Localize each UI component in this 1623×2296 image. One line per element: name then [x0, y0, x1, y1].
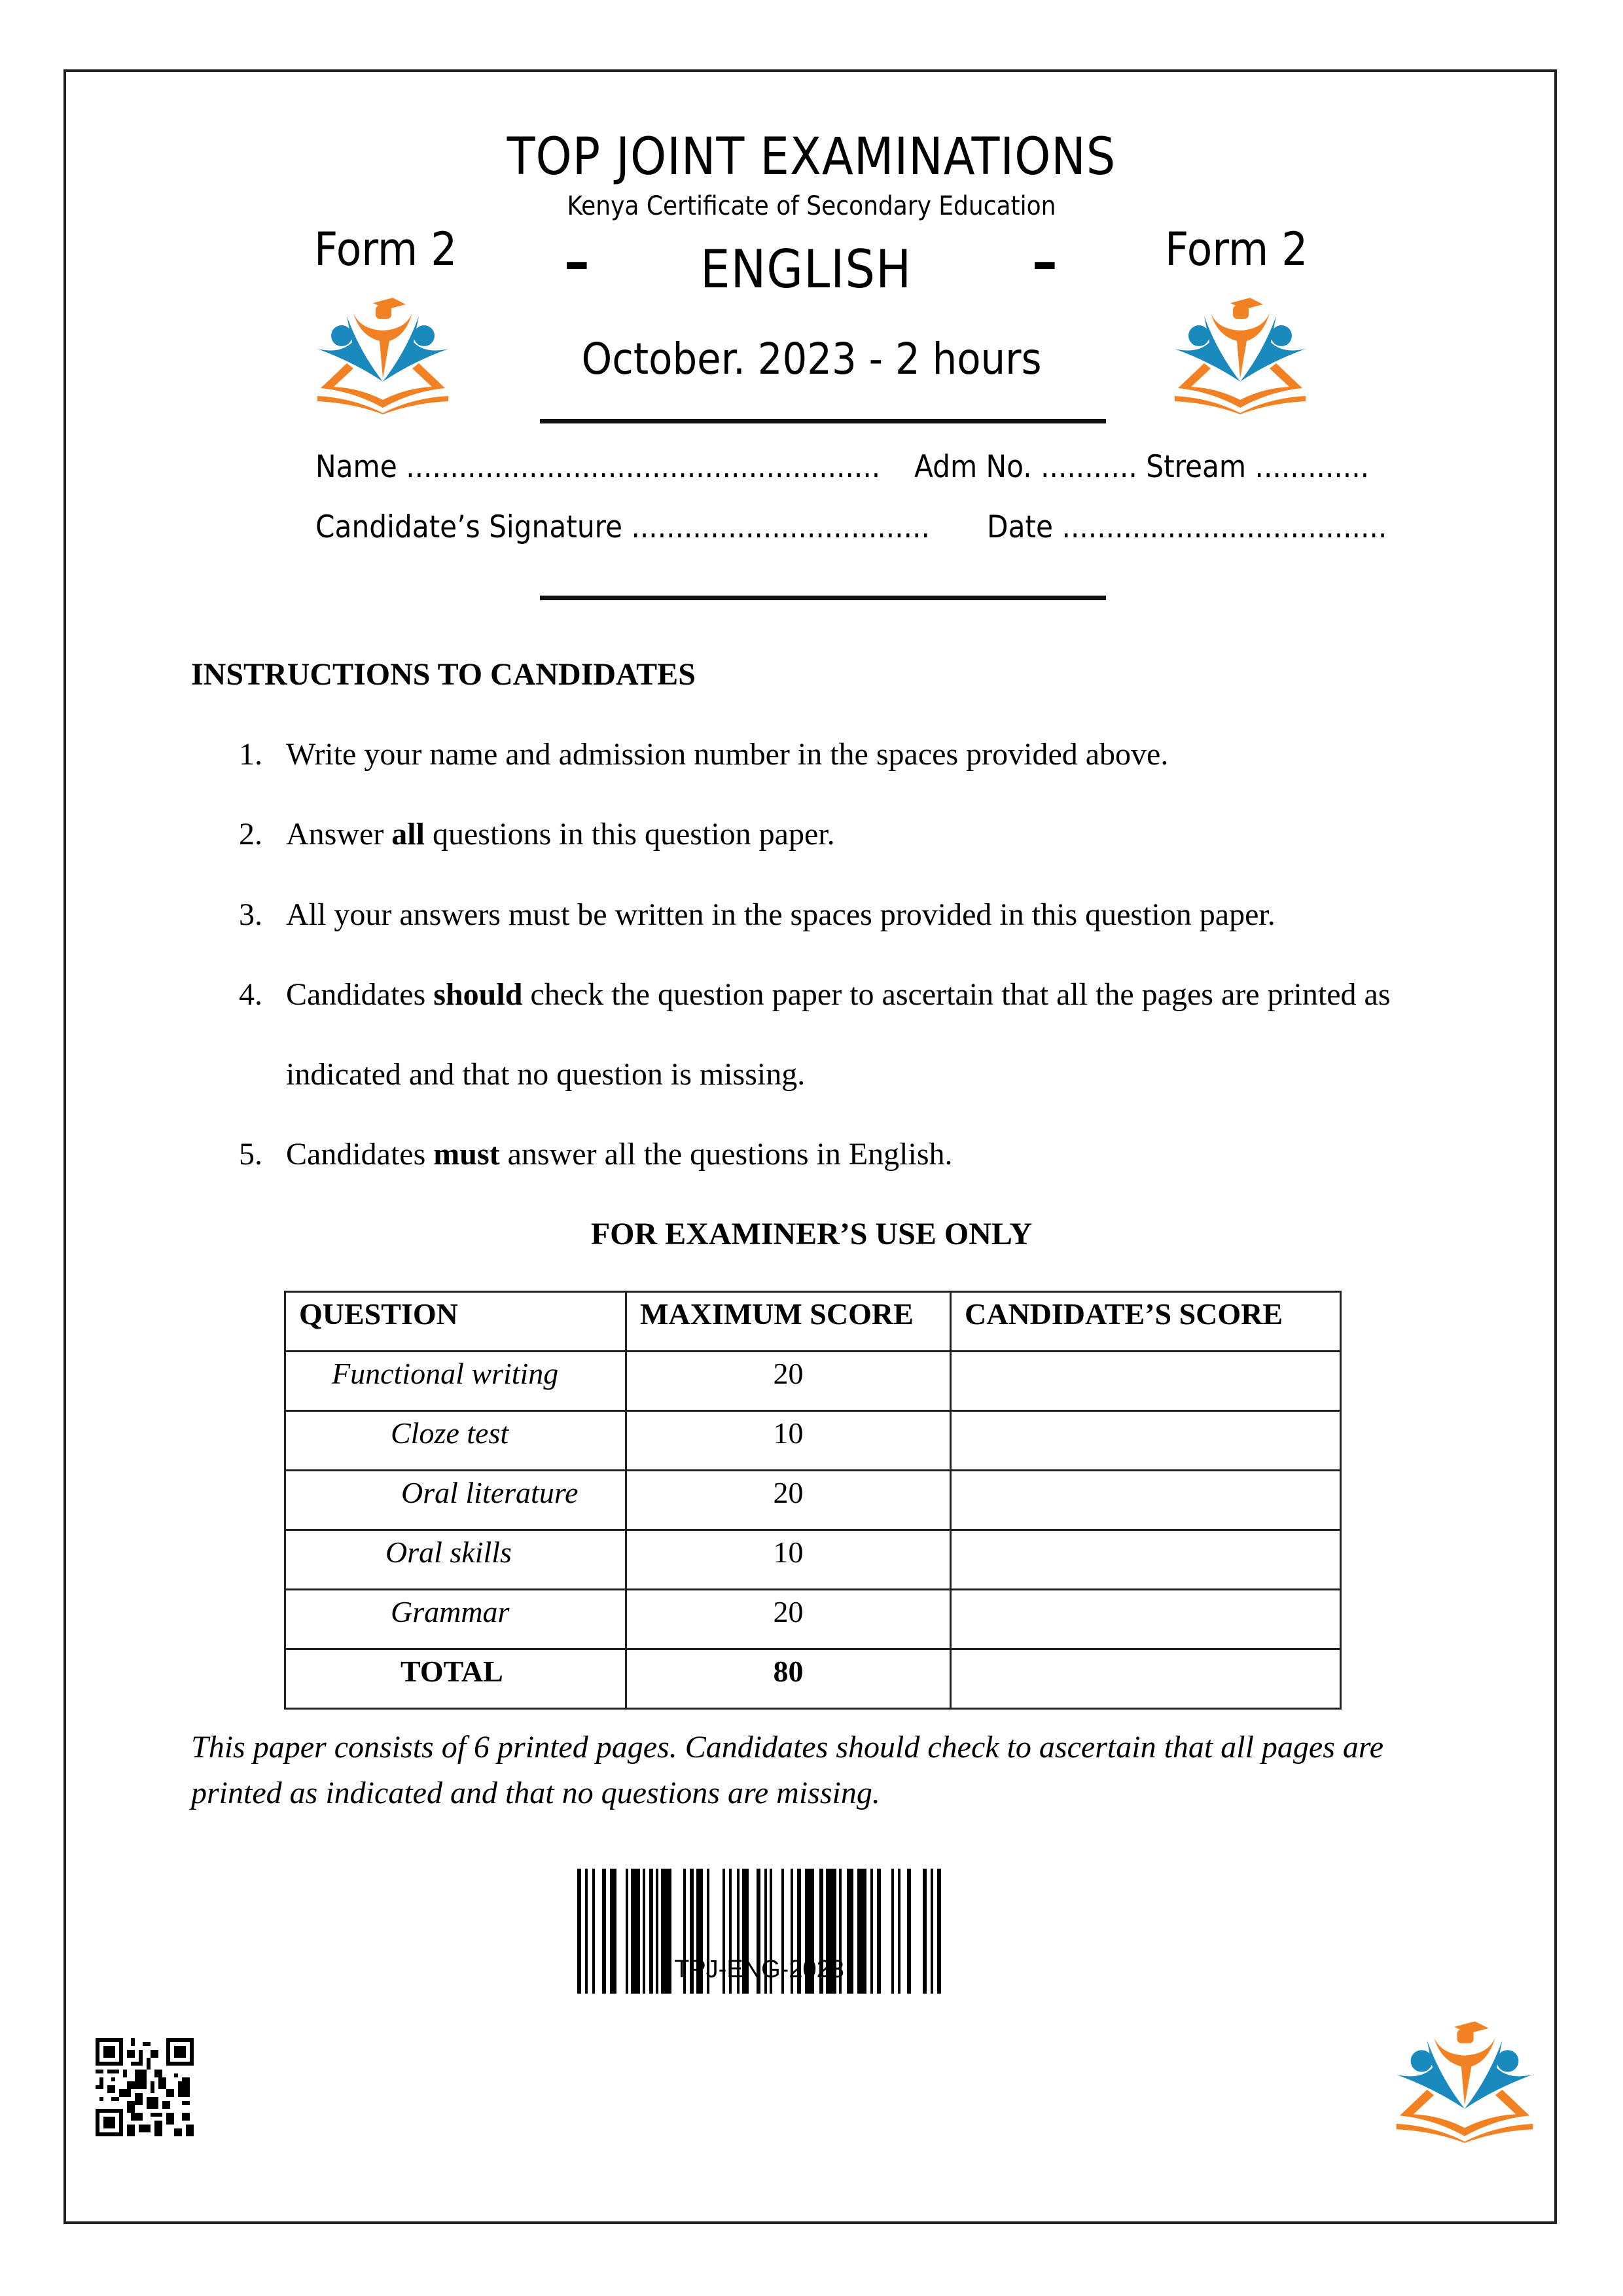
question-cell: Grammar	[285, 1590, 626, 1649]
column-header-candidate-score: CANDIDATE’S SCORE	[951, 1292, 1341, 1352]
table-row	[285, 1471, 1341, 1530]
instruction-text: Candidates must answer all the questions in English.	[286, 1137, 953, 1172]
exam-date-duration: October. 2023 - 2 hours	[581, 334, 1042, 384]
instruction-number: 2.	[239, 817, 262, 852]
date-label: Date	[987, 509, 1054, 545]
max-score-cell: 10	[626, 1411, 951, 1471]
instruction-text: Candidates should check the question paper to ascertain that all the pages are printed as	[286, 977, 1391, 1012]
form-label-right: Form 2	[1165, 223, 1308, 276]
total-candidate-score[interactable]	[951, 1649, 1341, 1709]
emphasis: all	[391, 817, 425, 852]
instruction-number: 1.	[239, 737, 262, 772]
signature-field[interactable]	[315, 509, 930, 545]
name-label: Name	[315, 449, 397, 485]
dash-left: –	[564, 229, 590, 295]
score-table	[284, 1291, 1342, 1710]
candidate-score-cell[interactable]	[951, 1471, 1341, 1530]
column-header-question: QUESTION	[285, 1292, 626, 1352]
question-cell: Cloze test	[285, 1411, 626, 1471]
table-row	[285, 1530, 1341, 1590]
education-logo-icon	[1386, 2013, 1543, 2144]
candidate-score-cell[interactable]	[951, 1590, 1341, 1649]
max-score-cell: 20	[626, 1590, 951, 1649]
adm-stream-field[interactable]	[914, 449, 1369, 485]
header-divider-bottom	[540, 596, 1106, 600]
candidate-score-cell[interactable]	[951, 1530, 1341, 1590]
exam-subtitle: Kenya Certificate of Secondary Education	[567, 191, 1056, 221]
candidate-score-cell[interactable]	[951, 1411, 1341, 1471]
date-field[interactable]	[987, 509, 1387, 545]
total-label: TOTAL	[285, 1649, 626, 1709]
qr-code-icon	[96, 2038, 194, 2136]
adm-label: Adm No.	[914, 449, 1032, 485]
date-dots: .....................................	[1061, 509, 1387, 545]
max-score-cell: 20	[626, 1471, 951, 1530]
question-cell: Oral literature	[285, 1471, 626, 1530]
signature-label: Candidate’s Signature	[315, 509, 622, 545]
table-row	[285, 1411, 1341, 1471]
examiner-heading: FOR EXAMINER’S USE ONLY	[590, 1217, 1033, 1251]
stream-dots: .............	[1255, 449, 1370, 485]
dash-right: –	[1032, 229, 1058, 295]
max-score-cell: 20	[626, 1352, 951, 1411]
instruction-text: Answer all questions in this question paper.	[286, 817, 835, 852]
barcode-label: TPJ-ENG-2023	[674, 1956, 844, 1983]
emphasis: must	[433, 1137, 500, 1172]
header-divider-top	[540, 419, 1106, 423]
emphasis: should	[433, 977, 523, 1012]
stream-label: Stream	[1146, 449, 1247, 485]
instruction-continuation: indicated and that no question is missing.	[286, 1057, 806, 1092]
exam-title: TOP JOINT EXAMINATIONS	[507, 128, 1116, 187]
signature-dots: ..................................	[631, 509, 930, 545]
instructions-heading: INSTRUCTIONS TO CANDIDATES	[191, 657, 696, 692]
table-header-row	[285, 1292, 1341, 1352]
max-score-cell: 10	[626, 1530, 951, 1590]
candidate-score-cell[interactable]	[951, 1352, 1341, 1411]
name-dots: ......................................................	[406, 449, 881, 485]
question-cell: Functional writing	[285, 1352, 626, 1411]
education-logo-icon	[308, 290, 458, 414]
table-row	[285, 1590, 1341, 1649]
instruction-text: Write your name and admission number in the spaces provided above.	[286, 737, 1169, 772]
instruction-text: All your answers must be written in the spaces provided in this question paper.	[286, 897, 1275, 932]
instruction-number: 5.	[239, 1137, 262, 1172]
education-logo-icon	[1165, 290, 1315, 414]
question-cell: Oral skills	[285, 1530, 626, 1590]
adm-dots: ...........	[1041, 449, 1137, 485]
total-max-score: 80	[626, 1649, 951, 1709]
instruction-number: 4.	[239, 977, 262, 1012]
subject-title: ENGLISH	[700, 239, 912, 300]
instruction-number: 3.	[239, 897, 262, 932]
total-row	[285, 1649, 1341, 1709]
column-header-max-score: MAXIMUM SCORE	[626, 1292, 951, 1352]
table-row	[285, 1352, 1341, 1411]
page-count-note: This paper consists of 6 printed pages. Candidates should check to ascertain that all pages are printed as indicated and that no questions are missing.	[191, 1730, 1384, 1810]
form-label-left: Form 2	[314, 223, 457, 276]
name-field[interactable]	[315, 449, 880, 485]
